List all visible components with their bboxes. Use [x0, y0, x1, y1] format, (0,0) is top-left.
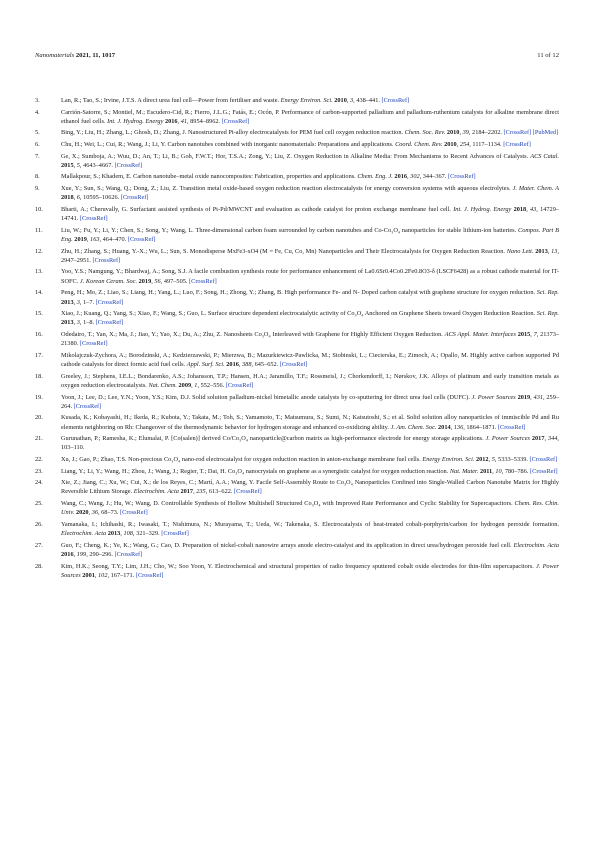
reference-text: Kusada, K.; Kobayashi, H.; Ikeda, R.; Kubota, Y.; Takata, M.; Toh, S.; Yamamoto, T.; Matsumura, S.; Sumi, N.; Katsutoshi, S.; et al. Solid solution alloy nanoparticles of immiscible Pd and Ru elements neighboring on Rh: Changeover of the thermodynamic behavior for hydrogen storage and enhanced co-oxidizing ability. [61, 414, 559, 431]
reference-source: Energy Environ. Sci. [422, 456, 475, 464]
crossref-link[interactable]: [CrossRef] [73, 402, 102, 410]
reference-number: 9. [35, 185, 40, 193]
reference-body: Xu, J.; Gao, P.; Zhao, T.S. Non-precious Co₃O₄ nano-rod electrocatalyst for oxygen reduction reaction in anion-exchange membrane fuel cells. Energy Environ. Sci. 2012, 5, 5333–5339. [CrossRef] [61, 456, 558, 464]
reference-pages: 552–556. [200, 381, 225, 389]
reference-volume: 302 [410, 173, 420, 181]
journal-citation [35, 51, 115, 61]
reference-text: Liang, Y.; Li, Y.; Wang, H.; Zhou, J.; Wang, J.; Regier, T.; Dai, H. Co₃O₄ nanocrystals on graphene as a synergistic catalyst for oxygen reduction reaction. [61, 467, 449, 475]
page-number: 11 of 12 [537, 52, 559, 59]
reference-item [35, 140, 559, 149]
reference-body: Xie, Z.; Jiang, C.; Xu, W.; Cui, X.; de los Reyes, C.; Martí, A.A.; Wang, Y. Facile Self-Assembly Route to Co₃O₄ Nanoparticles Confined into Single-Walled Carbon Nanotube Matrix for Highly Reversible Lithium Storage. Electrochim. Acta 2017, 235, 613–622. [CrossRef] [61, 479, 559, 496]
reference-year: 2010 [334, 97, 347, 104]
reference-source: Electrochim. Acta [513, 541, 559, 549]
reference-volume: 13 [551, 247, 558, 255]
reference-body: Greeley, J.; Stephens, I.E.L.; Bondarenko, A.S.; Johansson, T.P.; Hansen, H.A.; Jaramillo, T.F.; Rossmeisl, J.; Chorkendorff, I.; Nørskov, J.K. Alloys of platinum and early transition metals as oxygen reduction electrocatalysts. Nat. Chem. 2009, 1, 552–556. [CrossRef] [61, 372, 559, 389]
page-header [35, 51, 559, 61]
crossref-link[interactable]: [CrossRef] [503, 141, 531, 149]
reference-body: Xue, Y.; Sun, S.; Wang, Q.; Dong, Z.; Liu, Z. Transition metal oxide-based oxygen reduction reaction electrocatalysts for energy conversion systems with aqueous electrolytes. J. Mater. Chem. A 2018, 6, 10595–10626. [CrossRef] [61, 185, 559, 202]
reference-body: Chu, H.; Wei, L.; Cui, R.; Wang, J.; Li, Y. Carbon nanotubes combined with inorganic nanomaterials: Preparations and applications. Coord. Chem. Rev. 2010, 254, 1117–1134. [CrossRef] [61, 141, 531, 149]
reference-item [35, 184, 559, 203]
reference-item [35, 205, 559, 224]
reference-number: 25. [35, 500, 43, 508]
reference-source: Chem. Eng. J. [357, 173, 393, 181]
reference-year: 2010 [444, 141, 457, 149]
reference-pages: 8954–8962. [190, 117, 221, 125]
reference-source: Chem. Soc. Rev. [404, 129, 446, 137]
reference-body: Wang, C.; Wang, J.; Hu, W.; Wang, D. Controllable Synthesis of Hollow Multishell Structured Co₃O₄ with Improved Rate Performance and Cyclic Stability for Supercapacitors. Chem. Res. Chin. Univ. 2020, 36, 68–73. [CrossRef] [61, 500, 559, 517]
reference-volume: 10 [495, 467, 502, 475]
reference-volume: 36 [91, 509, 98, 517]
reference-number: 17. [35, 351, 43, 359]
reference-pages: 2184–2202. [472, 129, 502, 137]
reference-source: Sci. Rep. [536, 310, 559, 318]
reference-body: Liang, Y.; Li, Y.; Wang, H.; Zhou, J.; Wang, J.; Regier, T.; Dai, H. Co₃O₄ nanocrystals on graphene as a synergistic catalyst for oxygen reduction reaction. Nat. Mater. 2011, 10, 780–786. [CrossRef] [61, 467, 558, 475]
reference-body: Liu, W.; Fu, Y.; Li, Y.; Chen, S.; Song, Y.; Wang, L. Three-dimensional carbon foam surrounded by carbon nanotubes and Co-Co₃O₄ nanoparticles for stable lithium-ion batteries. Compos. Part B Eng. 2019, 163, 464–470. [CrossRef] [61, 226, 559, 243]
crossref-link[interactable]: [CrossRef] [497, 423, 526, 431]
crossref-link[interactable]: [CrossRef] [503, 129, 532, 137]
reference-volume: 39 [462, 129, 469, 137]
reference-year: 2018 [513, 205, 527, 213]
reference-pages: 290–296. [89, 551, 113, 558]
reference-year: 2019 [517, 393, 531, 401]
reference-body: Xiao, J.; Kuang, Q.; Yang, S.; Xiao, F.; Wang, S.; Guo, L. Surface structure dependent electrocatalytic activity of Co₃O₄ Anchored on Graphene Sheets toward Oxygen Reduction Reaction. Sci. Rep. 2013, 3, 1–8. [CrossRef] [61, 310, 559, 327]
reference-volume: 3 [350, 97, 354, 104]
reference-text: Ge, X.; Sumboja, A.; Wuu, D.; An, T.; Li, B.; Goh, F.W.T.; Hor, T.S.A.; Zong, Y.; Liu, Z. Oxygen Reduction in Alkaline Media: From Mechanisms to Recent Advances of Catalysts. [61, 152, 529, 160]
reference-item [35, 455, 559, 464]
reference-number: 12. [35, 247, 43, 255]
reference-year: 2013 [61, 298, 74, 306]
reference-volume: 7 [533, 330, 537, 338]
reference-text: Mikolajczuk-Zychora, A.; Borodzinski, A.; Kedzierzawski, P.; Mierzwa, B.; Mazurkiewicz-Pawlicka, M.; Stobinski, L.; Ciecierska, E.; Zimoch, A.; Opallo, M. Highly active carbon supported Pd cathode catalysts for direct formic acid fuel cells. [61, 351, 559, 369]
reference-source: J. Power Sources [485, 435, 530, 443]
reference-source: Int. J. Hydrog. Energy [107, 117, 164, 125]
reference-year: 2019 [138, 277, 152, 285]
reference-source: Compos. Part B Eng. [61, 226, 559, 243]
reference-text: Yoon, J.; Lee, D.; Lee, Y.N.; Yoon, Y.S.; Kim, D.J. Solid solution palladium-nickel bimetallic anode catalysts by co-sputtering for direct urea fuel cells (DUFC). [61, 393, 470, 401]
reference-body: Bharti, A.; Cheruvally, G. Surfactant assisted synthesis of Pt-Pd/MWCNT and evaluation as cathode catalyst for proton exchange membrane fuel cell. Int. J. Hydrog. Energy 2018, 43, 14729–14741. [CrossRef] [61, 205, 559, 223]
pubmed-link[interactable]: [PubMed] [532, 129, 559, 137]
reference-number: 21. [35, 435, 43, 443]
crossref-link[interactable]: [CrossRef] [234, 488, 262, 496]
reference-source: Chem. Res. Chin. Univ. [61, 500, 559, 517]
reference-source: J. Korean Ceram. Soc. [79, 277, 138, 285]
crossref-link[interactable]: [CrossRef] [95, 319, 124, 327]
reference-number: 15. [35, 310, 43, 318]
reference-number: 19. [35, 393, 43, 401]
reference-year: 2018 [61, 194, 74, 202]
reference-year: 2012 [475, 456, 489, 464]
reference-body: Bing, Y.; Liu, H.; Zhang, L.; Ghosh, D.; Zhang, J. Nanostructured Pt-alloy electrocatalysts for PEM fuel cell oxygen reduction reaction. Chem. Soc. Rev. 2010, 39, 2184–2202. [CrossRef] [PubMed] [61, 129, 559, 137]
reference-pages: 780–786. [504, 467, 529, 475]
reference-volume: 102 [98, 571, 108, 579]
reference-number: 23. [35, 467, 43, 475]
reference-pages: 438–441. [356, 97, 380, 104]
reference-year: 2013 [107, 530, 121, 538]
reference-pages: 10595–10626. [83, 194, 120, 202]
reference-year: 2020 [75, 509, 89, 517]
reference-text: Odedairo, T.; Yan, X.; Ma, J.; Jiao, Y.; Yao, X.; Du, A.; Zhu, Z. Nanosheets Co₃O₄ Interleaved with Graphene for Highly Efficient Oxygen Reduction. [61, 330, 443, 338]
reference-volume: 6 [76, 194, 80, 202]
reference-item [35, 288, 559, 307]
reference-source: Int. J. Hydrog. Energy [453, 205, 512, 213]
reference-year: 2015 [61, 161, 74, 169]
crossref-link[interactable]: [CrossRef] [114, 161, 143, 169]
reference-number: 27. [35, 541, 43, 549]
reference-number: 24. [35, 479, 43, 487]
crossref-link[interactable]: [CrossRef] [161, 530, 189, 538]
reference-pages: 2947–2951. [61, 256, 91, 264]
reference-year: 2016 [394, 173, 408, 181]
reference-text: Bharti, A.; Cheruvally, G. Surfactant assisted synthesis of Pt-Pd/MWCNT and evaluation as cathode catalyst for proton exchange membrane fuel cell. [61, 205, 451, 213]
reference-pages: 4643–4667. [83, 161, 113, 169]
reference-item [35, 413, 559, 432]
crossref-link[interactable]: [CrossRef] [95, 298, 124, 306]
reference-year: 2017 [180, 488, 194, 496]
reference-pages: 344–367. [422, 173, 447, 181]
reference-source: J. Am. Chem. Soc. [390, 423, 437, 431]
crossref-link[interactable]: [CrossRef] [189, 277, 217, 285]
reference-volume: 56 [154, 277, 161, 285]
reference-source: Nat. Mater. [449, 467, 479, 475]
crossref-link[interactable]: [CrossRef] [79, 215, 108, 223]
reference-pages: 645–652. [254, 361, 279, 369]
reference-text: Greeley, J.; Stephens, I.E.L.; Bondarenko, A.S.; Johansson, T.P.; Hansen, H.A.; Jaramillo, T.F.; Rossmeisl, J.; Chorkendorff, I.; Nørskov, J.K. Alloys of platinum and early transition metals as oxygen reduction electrocatalysts. [61, 372, 559, 389]
reference-pages: 1–7. [83, 298, 95, 306]
reference-text: Xu, J.; Gao, P.; Zhao, T.S. Non-precious Co₃O₄ nano-rod electrocatalyst for oxygen reduction reaction in anion-exchange membrane fuel cells. [61, 456, 421, 464]
reference-item [35, 96, 559, 105]
reference-number: 6. [35, 141, 40, 149]
crossref-link[interactable]: [CrossRef] [530, 467, 558, 475]
reference-pages: 613–622. [208, 488, 233, 496]
reference-item [35, 226, 559, 245]
reference-text: Xiao, J.; Kuang, Q.; Yang, S.; Xiao, F.; Wang, S.; Guo, L. Surface structure dependent electrocatalytic activity of Co₃O₄ Anchored on Graphene Sheets toward Oxygen Reduction Reaction. [61, 310, 536, 318]
reference-source: Electrochim. Acta [133, 488, 179, 496]
reference-text: Peng, H.; Mo, Z.; Liao, S.; Liang, H.; Yang, L.; Luo, F.; Song, H.; Zhong, Y.; Zhang, B. High performance Fe- and N- Doped carbon catalyst with graphene structure for oxygen reduction. [61, 289, 536, 297]
reference-volume: 163 [90, 236, 100, 243]
reference-pages: 1117–1134. [472, 141, 502, 149]
reference-text: Lan, R.; Tao, S.; Irvine, J.T.S. A direct urea fuel cell—Power from fertiliser and waste. [61, 97, 280, 104]
reference-source: J. Power Sources [61, 562, 560, 579]
reference-item [35, 393, 559, 412]
reference-body: Kusada, K.; Kobayashi, H.; Ikeda, R.; Kubota, Y.; Takata, M.; Toh, S.; Yamamoto, T.; Matsumura, S.; Sumi, N.; Katsutoshi, S.; et al. Solid solution alloy nanoparticles of immiscible Pd and Ru elements neighboring on Rh: Changeover of the thermodynamic behavior for hydrogen storage and enhanced co-oxidizing ability. J. Am. Chem. Soc. 2014, 136, 1864–1871. [CrossRef] [61, 414, 559, 431]
reference-pages: 259–264. [61, 393, 559, 410]
reference-body: Mallakpour, S.; Khadem, E. Carbon nanotube–metal oxide nanocomposites: Fabrication, properties and applications. Chem. Eng. J. 2016, 302, 344–367. [CrossRef] [61, 173, 476, 181]
reference-number: 16. [35, 330, 43, 338]
reference-volume: 41 [180, 117, 187, 125]
reference-number: 10. [35, 205, 43, 213]
reference-pages: 497–505. [163, 277, 188, 285]
crossref-link[interactable]: [CrossRef] [114, 551, 143, 558]
reference-body: Mikolajczuk-Zychora, A.; Borodzinski, A.; Kedzierzawski, P.; Mierzwa, B.; Mazurkiewicz-Pawlicka, M.; Stobinski, L.; Ciecierska, E.; Zimoch, A.; Opallo, M. Highly active carbon supported Pd cathode catalysts for direct formic acid fuel cells. Appl. Surf. Sci. 2016, 388, 645–652. [CrossRef] [61, 351, 559, 369]
reference-pages: 1864–1871. [466, 423, 497, 431]
reference-body: Carrión-Satorre, S.; Montiel, M.; Escudero-Cid, R.; Fierro, J.L.G.; Fatás, E.; Ocón, P. Performance of carbon-supported palladium and palladium-ruthenium catalysts for alkaline membrane direct ethanol fuel cells. Int. J. Hydrog. Energy 2016, 41, 8954–8962. [CrossRef] [61, 108, 559, 125]
reference-text: Mallakpour, S.; Khadem, E. Carbon nanotube–metal oxide nanocomposites: Fabrication, properties and applications. [61, 173, 356, 181]
reference-text: Carrión-Satorre, S.; Montiel, M.; Escudero-Cid, R.; Fierro, J.L.G.; Fatás, E.; Ocón, P. Performance of carbon-supported palladium and palladium-ruthenium catalysts for alkaline membrane direct ethanol fuel cells. [61, 108, 559, 125]
reference-text: Guo, F.; Cheng, K.; Ye, K.; Wang, G.; Cao, D. Preparation of nickel-cobalt nanowire arrays anode electro-catalyst and its application in direct urea/hydrogen peroxide fuel cell. [61, 541, 512, 549]
reference-volume: 136 [453, 423, 464, 431]
reference-source: Coord. Chem. Rev. [395, 141, 443, 149]
reference-pages: 14729–14741. [61, 205, 559, 223]
reference-text: Kim, H.K.; Seong, T.Y.; Lim, J.H.; Cho, W.; Soo Yoon, Y. Electrochemical and structural properties of radio frequency sputtered cobalt oxide electrodes for thin-film supercapacitors. [61, 562, 534, 570]
reference-text: Yamanaka, I.; Ichihashi, R.; Iwasaki, T.; Nishimura, N.; Murayama, T.; Ueda, W.; Takenaka, S. Electrocatalysis of heat-treated cobalt-porphyrin/carbon for hydrogen peroxide formation. [61, 520, 559, 528]
reference-source: J. Power Sources [471, 393, 516, 401]
reference-text: Bing, Y.; Liu, H.; Zhang, L.; Ghosh, D.; Zhang, J. Nanostructured Pt-alloy electrocatalysts for PEM fuel cell oxygen reduction reaction. [61, 129, 404, 137]
reference-volume: 254 [459, 141, 470, 149]
reference-pages: 21373–21380. [61, 330, 560, 348]
reference-year: 2016 [164, 117, 178, 125]
reference-number: 7. [35, 152, 40, 160]
reference-number: 26. [35, 520, 43, 528]
reference-body: Yoon, J.; Lee, D.; Lee, Y.N.; Yoon, Y.S.; Kim, D.J. Solid solution palladium-nickel bimetallic anode catalysts by co-sputtering for direct urea fuel cells (DUFC). J. Power Sources 2019, 431, 259–264. [CrossRef] [61, 393, 559, 410]
reference-body: Peng, H.; Mo, Z.; Liao, S.; Liang, H.; Yang, L.; Luo, F.; Song, H.; Zhong, Y.; Zhang, B. High performance Fe- and N- Doped carbon catalyst with graphene structure for oxygen reduction. Sci. Rep. 2013, 3, 1–7. [CrossRef] [61, 289, 559, 306]
reference-year: 2011 [479, 467, 493, 475]
reference-volume: 5 [491, 456, 495, 464]
crossref-link[interactable]: [CrossRef] [381, 97, 410, 104]
reference-source: Sci. Rep. [536, 289, 559, 297]
reference-item [35, 478, 559, 497]
reference-pages: 5333–5339. [498, 456, 528, 464]
reference-volume: 431 [533, 393, 543, 401]
reference-body: Zhu, H.; Zhang, S.; Huang, Y.-X.; Wu, L.; Sun, S. Monodisperse MxFe3-xO4 (M = Fe, Cu, Co, Mn) Nanoparticles and Their Electrocatalysis for Oxygen Reduction Reaction. Nano Lett. 2013, 13, 2947–2951. [CrossRef] [61, 247, 560, 264]
reference-source: ACS Appl. Mater. Interfaces [444, 330, 516, 338]
reference-number: 20. [35, 414, 43, 422]
reference-body: Kim, H.K.; Seong, T.Y.; Lim, J.H.; Cho, W.; Soo Yoon, Y. Electrochemical and structural properties of radio frequency sputtered cobalt oxide electrodes for thin-film supercapacitors. J. Power Sources 2001, 102, 167–171. [CrossRef] [61, 562, 560, 579]
reference-year: 2009 [178, 381, 192, 389]
reference-number: 22. [35, 456, 43, 464]
reference-item [35, 351, 559, 370]
reference-number: 3. [35, 97, 40, 104]
crossref-link[interactable]: [CrossRef] [279, 361, 308, 369]
reference-item [35, 309, 559, 328]
reference-volume: 199 [76, 551, 87, 558]
reference-source: Appl. Surf. Sci. [186, 361, 225, 369]
reference-item [35, 247, 559, 266]
crossref-link[interactable]: [CrossRef] [79, 340, 108, 348]
reference-pages: 321–329. [136, 530, 160, 538]
reference-volume: 344 [547, 435, 558, 443]
reference-text: Chu, H.; Wei, L.; Cui, R.; Wang, J.; Li, Y. Carbon nanotubes combined with inorganic nanomaterials: Preparations and applications. [61, 141, 394, 149]
reference-body: Guo, F.; Cheng, K.; Ye, K.; Wang, G.; Cao, D. Preparation of nickel-cobalt nanowire arrays anode electro-catalyst and its application in direct urea/hydrogen peroxide fuel cell. Electrochim. Acta 2016, 199, 290–296. [CrossRef] [61, 541, 559, 558]
reference-text: Zhu, H.; Zhang, S.; Huang, Y.-X.; Wu, L.; Sun, S. Monodisperse MxFe3-xO4 (M = Fe, Cu, Co, Mn) Nanoparticles and Their Electrocatalysis for Oxygen Reduction Reaction. [61, 247, 505, 255]
reference-year: 2014 [438, 423, 451, 431]
reference-item [35, 562, 559, 581]
crossref-link[interactable]: [CrossRef] [127, 236, 156, 243]
reference-volume: 108 [123, 530, 133, 538]
reference-text: Wang, C.; Wang, J.; Hu, W.; Wang, D. Controllable Synthesis of Hollow Multishell Structured Co₃O₄ with Improved Rate Performance and Cyclic Stability for Supercapacitors. [61, 500, 513, 508]
reference-year: 2017 [531, 435, 545, 443]
reference-body: Gurunathan, P.; Ramesha, K.; Elumalai, P. [Co(salen)] derived Co/Co₃O₄ nanoparticle@carbon matrix as high-performance electrode for energy storage applications. J. Power Sources 2017, 344, 103–110. [61, 435, 559, 452]
crossref-link[interactable]: [CrossRef] [225, 381, 254, 389]
reference-item [35, 520, 559, 539]
reference-year: 2010 [446, 129, 460, 137]
reference-body: Ge, X.; Sumboja, A.; Wuu, D.; An, T.; Li, B.; Goh, F.W.T.; Hor, T.S.A.; Zong, Y.; Liu, Z. Oxygen Reduction in Alkaline Media: From Mechanisms to Recent Advances of Catalysts. ACS Catal. 2015, 5, 4643–4667. [CrossRef] [61, 152, 559, 169]
reference-number: 5. [35, 129, 40, 137]
reference-number: 8. [35, 173, 40, 181]
reference-item [35, 108, 559, 127]
reference-item [35, 541, 559, 560]
reference-source: J. Mater. Chem. A [512, 185, 559, 193]
reference-item [35, 499, 559, 518]
reference-volume: 3 [76, 319, 80, 327]
reference-source: Energy Environ. Sci. [280, 97, 333, 104]
crossref-link[interactable]: [CrossRef] [221, 117, 250, 125]
crossref-link[interactable]: [CrossRef] [135, 571, 164, 579]
reference-number: 11. [35, 226, 43, 234]
reference-body: Lan, R.; Tao, S.; Irvine, J.T.S. A direct urea fuel cell—Power from fertiliser and waste. Energy Environ. Sci. 2010, 3, 438–441. [CrossRef] [61, 97, 410, 104]
reference-number: 4. [35, 108, 40, 116]
reference-text: Gurunathan, P.; Ramesha, K.; Elumalai, P. [Co(salen)] derived Co/Co₃O₄ nanoparticle@carbon matrix as high-performance electrode for energy storage applications. [61, 435, 484, 443]
reference-item [35, 330, 559, 349]
crossref-link[interactable]: [CrossRef] [447, 173, 476, 181]
reference-pages: 1–8. [83, 319, 95, 327]
reference-volume: 235 [196, 488, 206, 496]
reference-volume: 43 [530, 205, 537, 213]
reference-year: 2019 [74, 236, 87, 243]
reference-source: Electrochim. Acta [61, 530, 107, 538]
reference-number: 18. [35, 372, 43, 380]
reference-item [35, 172, 559, 181]
reference-list [35, 96, 559, 582]
reference-pages: 103–110. [61, 444, 85, 452]
reference-volume: 3 [76, 298, 80, 306]
reference-item [35, 434, 559, 453]
crossref-link[interactable]: [CrossRef] [529, 456, 558, 464]
reference-number: 13. [35, 268, 43, 276]
reference-item [35, 467, 559, 476]
crossref-link[interactable]: [CrossRef] [120, 194, 149, 202]
crossref-link[interactable]: [CrossRef] [92, 256, 121, 264]
reference-year: 2015 [517, 330, 531, 338]
reference-body: Odedairo, T.; Yan, X.; Ma, J.; Jiao, Y.; Yao, X.; Du, A.; Zhu, Z. Nanosheets Co₃O₄ Interleaved with Graphene for Highly Efficient Oxygen Reduction. ACS Appl. Mater. Interfaces 2015, 7, 21373–21380. [CrossRef] [61, 330, 560, 348]
reference-item [35, 372, 559, 391]
reference-number: 14. [35, 289, 43, 297]
reference-source: Nat. Chem. [148, 381, 177, 389]
reference-pages: 167–171. [110, 571, 135, 579]
reference-volume: 1 [194, 381, 198, 389]
reference-body: Yamanaka, I.; Ichihashi, R.; Iwasaki, T.; Nishimura, N.; Murayama, T.; Ueda, W.; Takenaka, S. Electrocatalysis of heat-treated cobalt-porphyrin/carbon for hydrogen peroxide formation. Electrochim. Acta 2013, 108, 321–329. [CrossRef] [61, 520, 559, 538]
reference-pages: 464–470. [102, 236, 127, 243]
reference-year: 2016 [61, 551, 74, 558]
reference-year: 2013 [61, 319, 74, 327]
reference-text: Xie, Z.; Jiang, C.; Xu, W.; Cui, X.; de los Reyes, C.; Martí, A.A.; Wang, Y. Facile Self-Assembly Route to Co₃O₄ Nanoparticles Confined into Single-Walled Carbon Nanotube Matrix for Highly Reversible Lithium Storage. [61, 479, 559, 496]
journal-name: Nanomaterials [35, 52, 75, 59]
reference-volume: 388 [242, 361, 252, 369]
reference-year: 2013 [535, 247, 548, 255]
reference-text: Xue, Y.; Sun, S.; Wang, Q.; Dong, Z.; Liu, Z. Transition metal oxide-based oxygen reduction reaction electrocatalysts for energy conversion systems with aqueous electrolytes. [61, 185, 511, 193]
reference-source: ACS Catal. [530, 152, 559, 160]
reference-text: Yoo, Y.S.; Namgung, Y.; Bhardwaj, A.; Song, S.J. A facile combustion synthesis route for performance enhancement of La0.6Sr0.4Co0.2Fe0.8O3-δ (LSCF6428) as a robust cathode material for IT-SOFC. [61, 268, 559, 285]
reference-year: 2001 [82, 571, 95, 579]
reference-item [35, 128, 559, 137]
reference-text: Liu, W.; Fu, Y.; Li, Y.; Chen, S.; Song, Y.; Wang, L. Three-dimensional carbon foam surrounded by carbon nanotubes and Co-Co₃O₄ nanoparticles for stable lithium-ion batteries. [61, 226, 517, 234]
reference-item [35, 152, 559, 171]
reference-year: 2016 [226, 361, 239, 369]
reference-pages: 68–73. [101, 509, 119, 517]
reference-source: Nano Lett. [506, 247, 534, 255]
reference-volume: 5 [76, 161, 80, 169]
reference-number: 28. [35, 562, 43, 570]
reference-item [35, 267, 559, 286]
reference-body: Yoo, Y.S.; Namgung, Y.; Bhardwaj, A.; Song, S.J. A facile combustion synthesis route for performance enhancement of La0.6Sr0.4Co0.2Fe0.8O3-δ (LSCF6428) as a robust cathode material for IT-SOFC. J. Korean Ceram. Soc. 2019, 56, 497–505. [CrossRef] [61, 268, 559, 285]
journal-year-volume: 2021, 11, 1017 [75, 52, 116, 59]
crossref-link[interactable]: [CrossRef] [120, 509, 148, 517]
